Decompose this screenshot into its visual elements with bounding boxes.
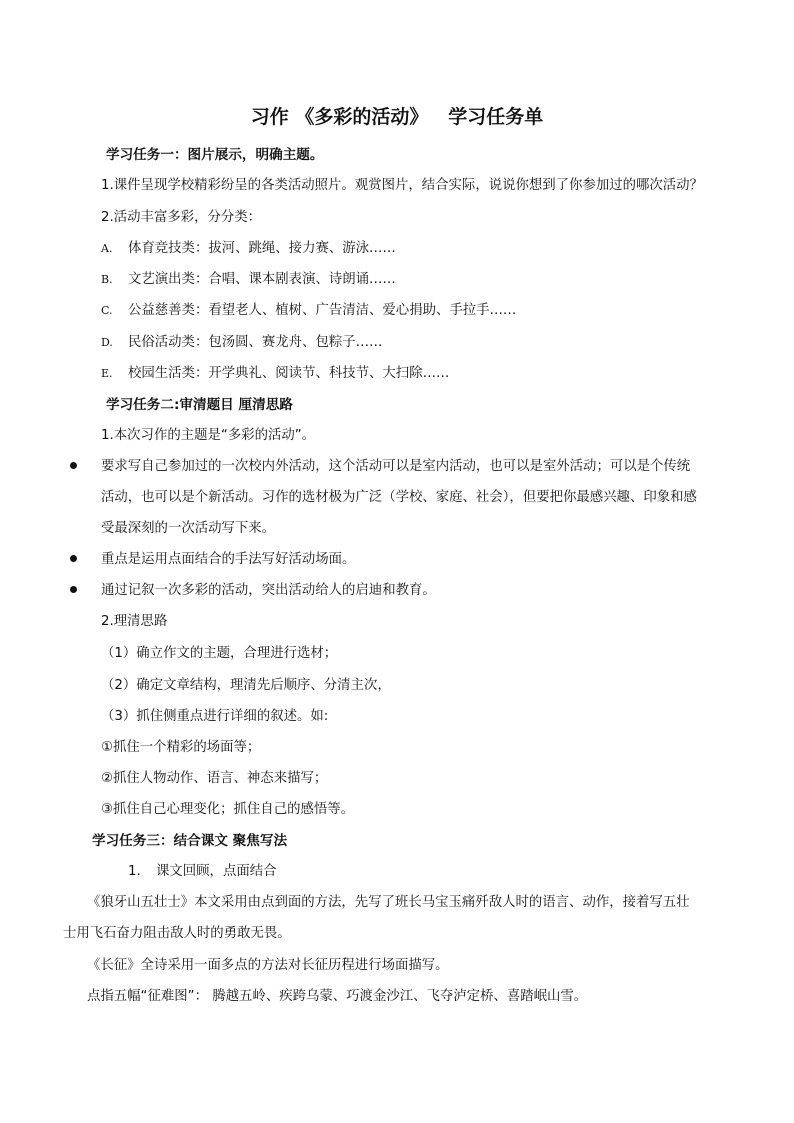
bullet2-text: 重点是运用点面结合的手法写好活动场面。 [101,552,356,567]
category-text: 民俗活动类：包汤圆、赛龙舟、包粽子…… [128,335,383,350]
category-letter: E. [101,367,113,380]
category-item [101,270,396,290]
task1-heading: 学习任务一：图片展示，明确主题。 [106,147,324,163]
category-item [101,364,449,384]
task3-para1-line1: 《狼牙山五壮士》本文采用由点到面的方法，先写了班长马宝玉痛歼敌人时的语言、动作，接着写五壮 [87,895,690,910]
task3-item1-text: 课文回顾，点面结合 [156,864,277,879]
step-item: （3）抓住侧重点进行详细的叙述。如: [101,709,329,724]
category-item [101,239,396,259]
category-text: 文艺演出类：合唱、课本剧表演、诗朗诵…… [128,272,396,287]
bullet-icon [70,555,77,562]
task3-para1-line2: 士用飞石奋力阻击敌人时的勇敢无畏。 [63,926,291,941]
category-text: 校园生活类：开学典礼、阅读节、科技节、大扫除…… [128,366,450,381]
bullet3-text: 通过记叙一次多彩的活动，突出活动给人的启迪和教育。 [101,583,436,598]
step-item: （1）确立作文的主题，合理进行选材； [101,646,338,661]
task2-item2: 2.理清思路 [101,614,168,629]
task3-para3: 点指五幅“征难图”： 腾越五岭、疾跨乌蒙、巧渡金沙江、飞夺泸定桥、喜踏岷山雪。 [87,989,588,1004]
task3-item1 [128,862,277,882]
category-letter: C. [101,304,113,317]
category-letter: B. [101,273,113,286]
circled-item: ③抓住自己心理变化；抓住自己的感悟等。 [101,802,355,817]
category-letter: A. [101,242,113,255]
category-letter: D. [101,336,113,349]
circled-item: ①抓住一个精彩的场面等； [101,740,261,755]
category-item [101,301,516,321]
task3-para2: 《长征》全诗采用一面多点的方法对长征历程进行场面描写。 [87,958,449,973]
task2-heading: 学习任务二:审清题目 厘清思路 [106,397,293,413]
task2-item1: 1.本次习作的主题是“多彩的活动”。 [101,428,316,443]
bullet1-line1: 要求写自己参加过的一次校内外活动，这个活动可以是室内活动，也可以是室外活动；可以是个传统 [101,459,691,474]
bullet1-line2: 活动，也可以是个新活动。习作的选材极为广泛（学校、家庭、社会），但要把你最感兴趣、印象和感 [101,490,697,505]
task1-item1: 1.课件呈现学校精彩纷呈的各类活动照片。观赏图片，结合实际，说说你想到了你参加过的哪次活动？ [101,178,703,193]
category-text: 公益慈善类：看望老人、植树、广告清洁、爱心捐助、手拉手…… [128,303,517,318]
category-text: 体育竞技类：拔河、跳绳、接力赛、游泳…… [128,241,396,256]
step-item: （2）确定文章结构，理清先后顺序、分清主次， [101,678,391,693]
task3-item1-number: 1. [128,864,141,879]
bullet1-line3: 受最深刻的一次活动写下来。 [101,521,276,536]
page-title: 习作 《多彩的活动》 学习任务单 [250,106,544,128]
task1-item2: 2.活动丰富多彩，分分类： [101,210,262,225]
circled-item: ②抓住人物动作、语言、神态来描写； [101,771,328,786]
bullet-icon [70,586,77,593]
category-item [101,333,382,353]
bullet-icon [70,462,77,469]
task3-heading: 学习任务三：结合课文 聚焦写法 [92,833,288,849]
